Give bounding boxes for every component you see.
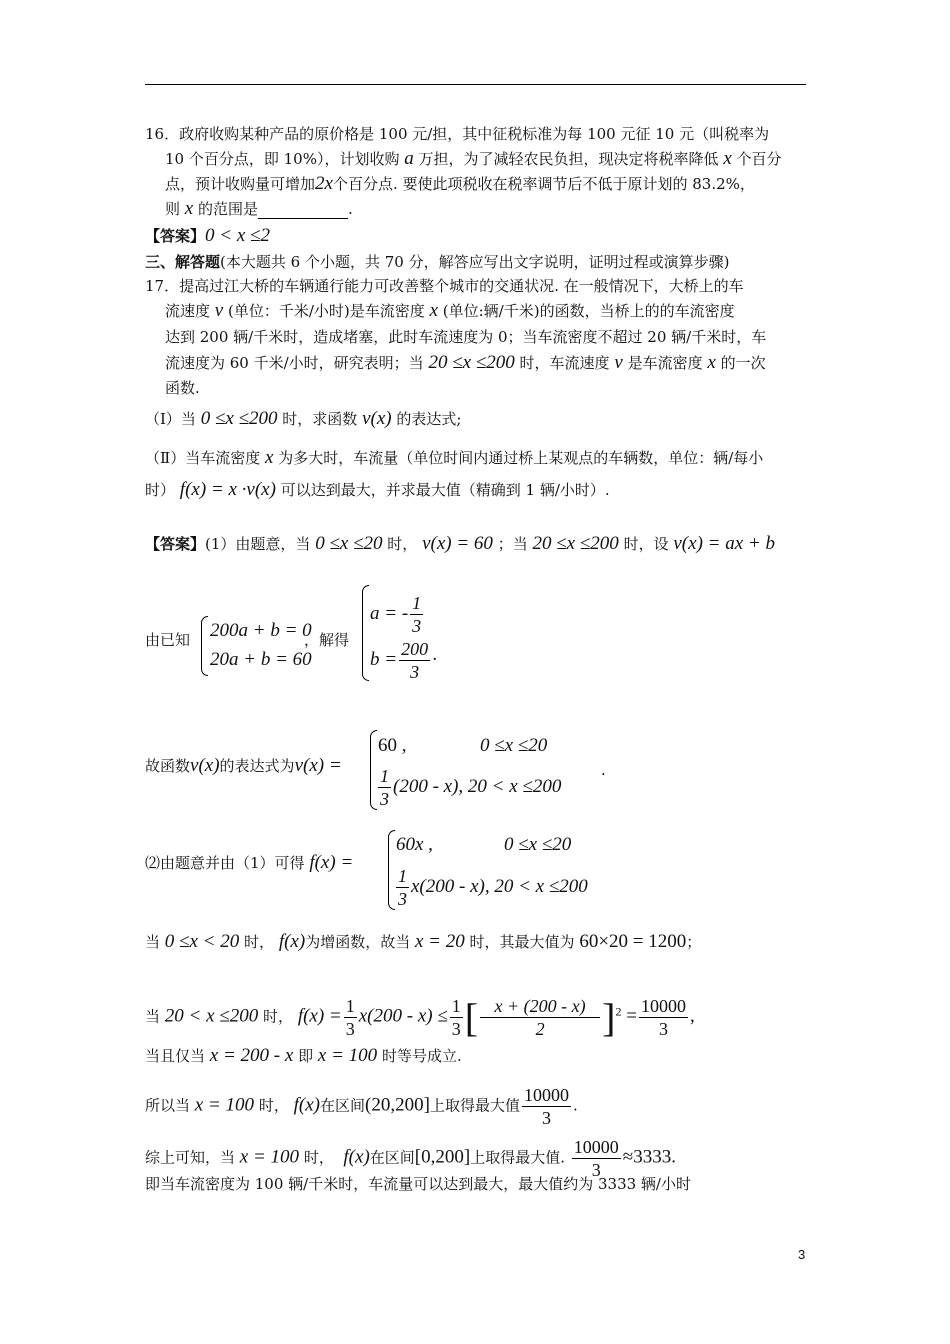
sol-so: 所以当 x = 100 时， f(x)在区间(20,200]上取得最大值 $\frac{10000}{3}$ . [145,1085,578,1128]
vx-case1: 60 , 0 ≤x ≤20 [378,735,548,756]
b-value: b = $\frac{200}{3}$ · [370,639,437,682]
sol-solve: ，解得 [304,631,350,649]
q17-part1: （Ⅰ）当 0 ≤x ≤200 时，求函数 v(x) 的表达式; [145,408,462,429]
brace-system [201,616,208,676]
q17-line3: 达到 200 辆/千米时，造成堵塞，此时车流速度为 0；当车流密度不超过 20 辆/千米时，车 [165,328,767,346]
sol-expr-intro: 故函数v(x)的表达式为v(x) = [145,755,342,776]
sol-final: 即当车流密度为 100 辆/千米时，车流量可以达到最大，最大值约为 3333 辆/小时 [145,1175,691,1193]
q17-part2-line2: 时） f(x) = x ·v(x) 可以达到最大，并求最大值（精确到 1 辆/小时）. [145,479,610,500]
q17-line4: 流速度为 60 千米/小时，研究表明；当 20 ≤x ≤200 时，车流速度 v 是车流密度 x 的一次 [165,352,766,373]
q17-line5: 函数. [165,379,200,397]
q16-line2: 10 个百分点，即 10%），计划收购 a 万担，为了减轻农民负担，现决定将税率降低 x 个百分 [165,148,782,169]
vx-period: . [601,761,606,779]
sol-part2-intro: ⑵由题意并由（1）可得 f(x) = [145,852,354,873]
fx-case1: 60x , 0 ≤x ≤20 [396,834,572,855]
answer-blank [258,202,348,219]
page-number: 3 [798,1247,806,1262]
q16-line1: 16．政府收购某种产品的原价格是 100 元/担，其中征税标准为每 100 元征 10 元（叫税率为 [145,125,770,143]
sol-amgm: 当 20 < x ≤200 时， f(x) = $\frac{1}{3}$ x(200 - x) ≤ $\frac{1}{3}$ [ $\frac{x + (200 - x)}{2}$ ]$^2$ = $\frac{10000}{3}$ , [145,994,695,1040]
sol-increasing: 当 0 ≤x < 20 时， f(x)为增函数，故当 x = 20 时，其最大值为 60×20 = 1200； [145,931,702,952]
brace-solution [362,585,369,681]
header-rule [145,84,806,85]
sol-equality: 当且仅当 x = 200 - x 即 x = 100 时等号成立. [145,1045,462,1066]
sol-summary: 综上可知，当 x = 100 时， f(x)在区间[0,200]上取得最大值. $\frac{10000}{3}$ ≈3333. [145,1137,676,1180]
sol-known: 由已知 [145,631,191,649]
a-value: a = - $\frac{1}{3}$ [370,593,422,636]
q16-answer: 【答案】0 < x ≤2 [145,225,270,246]
sol-line1: 【答案】(1）由题意，当 0 ≤x ≤20 时， v(x) = 60 ；当 20 ≤x ≤200 时，设 v(x) = ax + b [145,533,775,554]
q17-part2-line1: （Ⅱ）当车流密度 x 为多大时，车流量（单位时间内通过桥上某观点的车辆数，单位：辆/每小 [145,447,764,468]
q17-line2: 流速度 v (单位：千米/小时)是车流密度 x (单位:辆/千米)的函数，当桥上的的车流密度 [165,300,735,321]
q16-line4: 则 x 的范围是 . [165,198,353,219]
q16-line3: 点，预计收购量可增加2x个百分点. 要使此项税收在税率调节后不低于原计划的 83.2%， [165,173,755,194]
vx-case2: $\frac{1}{3}$ (200 - x), 20 < x ≤200 [380,766,562,809]
eq2: 20a + b = 60 [210,649,312,670]
fx-case2: $\frac{1}{3}$ x(200 - x), 20 < x ≤200 [398,866,588,909]
q17-line1: 17．提高过江大桥的车辆通行能力可改善整个城市的交通状况. 在一般情况下，大桥上的车 [145,277,744,295]
eq1: 200a + b = 0 [210,620,312,641]
section3-heading: 三、解答题(本大题共 6 个小题，共 70 分，解答应写出文字说明，证明过程或演算步骤) [145,253,730,271]
